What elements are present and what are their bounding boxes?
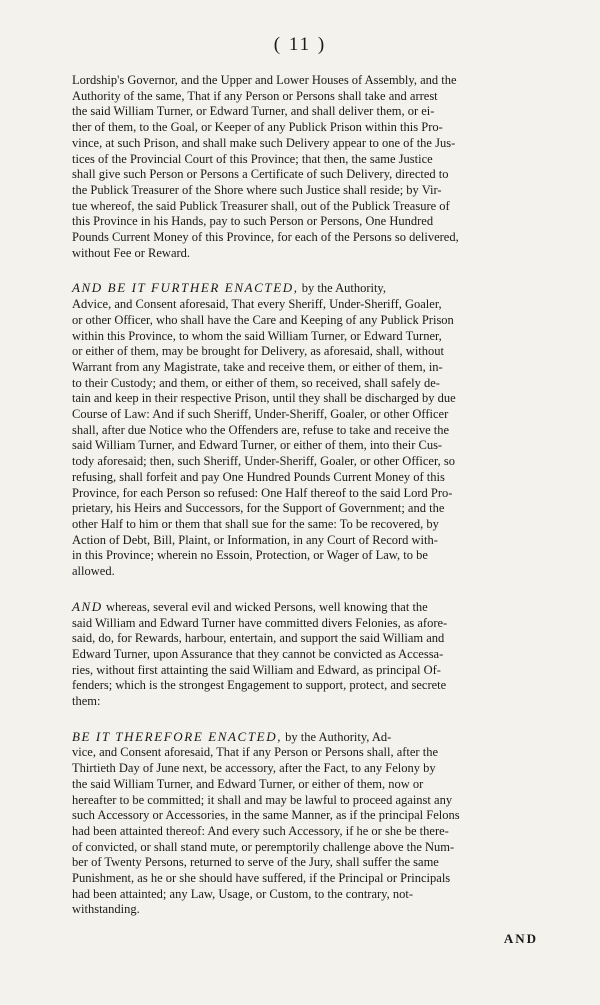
text-line: withstanding. xyxy=(72,902,140,917)
text-line: ries, without first attainting the said William and Edward, as principal Of- xyxy=(72,662,441,677)
text-line: said William and Edward Turner have committed divers Felonies, as afore- xyxy=(72,615,448,630)
text-line: prietary, his Heirs and Successors, for the Support of Government; and the xyxy=(72,501,445,516)
text-line: such Accessory or Accessories, in the same Manner, as if the principal Felons xyxy=(72,808,460,823)
text-line: them: xyxy=(72,694,101,709)
text-line: Authority of the same, That if any Person or Persons shall take and arrest xyxy=(72,88,438,103)
text-line: tain and keep in their respective Prison, until they shall be discharged by due xyxy=(72,391,456,406)
catchword: AND xyxy=(503,931,538,946)
text-line: ber of Twenty Persons, returned to serve of the Jury, shall suffer the same xyxy=(72,855,439,870)
text-line: tody aforesaid; then, such Sheriff, Under-Sheriff, Goaler, or other Officer, so xyxy=(72,454,456,469)
text-line: had been attainted; any Law, Usage, or Custom, to the contrary, not- xyxy=(72,886,413,901)
text-line: the Publick Treasurer of the Shore where such Justice shall reside; by Vir- xyxy=(72,182,442,197)
whereas-clause: AND xyxy=(72,598,103,614)
text-line: shall give such Person or Persons a Certificate of such Delivery, directed to xyxy=(72,167,449,182)
enacting-clause: BE IT THEREFORE ENACTED, xyxy=(72,728,283,744)
text-line: vice, and Consent aforesaid, That if any Person or Persons shall, after the xyxy=(72,745,438,760)
text-line: said, do, for Rewards, harbour, entertain, and support the said William and xyxy=(72,631,445,646)
text-line: ther of them, to the Goal, or Keeper of any Publick Prison within this Pro- xyxy=(72,120,443,135)
text-line: within this Province, to whom the said William Turner, or Edward Turner, xyxy=(72,328,442,343)
text-line: fenders; which is the strongest Engagement to support, protect, and secrete xyxy=(72,678,447,693)
text-line: Edward Turner, upon Assurance that they cannot be convicted as Accessa- xyxy=(72,646,444,661)
paragraph-2 xyxy=(72,280,550,579)
text-line: Pounds Current Money of this Province, for each of the Persons so delivered, xyxy=(72,230,459,245)
paragraph-1 xyxy=(72,73,550,261)
paragraph-3 xyxy=(72,599,550,710)
text-line-lead xyxy=(72,599,550,616)
text-line: Action of Debt, Bill, Plaint, or Information, in any Court of Record with- xyxy=(72,532,438,547)
text-line: refusing, shall forfeit and pay One Hundred Pounds Current Money of this xyxy=(72,469,445,484)
page-number: ( 11 ) xyxy=(273,34,327,55)
text-line: of convicted, or shall stand mute, or peremptorily challenge above the Num- xyxy=(72,839,455,854)
text-line: to their Custody; and them, or either of them, so received, shall safely de- xyxy=(72,375,440,390)
text-line: the said William Turner, and Edward Turner, or either of them, now or xyxy=(72,776,424,791)
text-line: or either of them, may be brought for Delivery, as aforesaid, shall, without xyxy=(72,344,444,359)
text-line: shall, after due Notice who the Offenders are, refuse to take and receive the xyxy=(72,422,450,437)
text-line: had been attainted thereof: And every such Accessory, if he or she be there- xyxy=(72,823,449,838)
text-line: allowed. xyxy=(72,564,115,579)
text-line: by the Authority, xyxy=(301,281,386,296)
text-line: hereafter to be committed; it shall and may be lawful to proceed against any xyxy=(72,792,453,807)
text-line: this Province in his Hands, pay to such Person or Persons, One Hundred xyxy=(72,214,434,229)
text-line: without Fee or Reward. xyxy=(72,245,191,260)
text-line: tue whereof, the said Publick Treasurer shall, out of the Publick Treasure of xyxy=(72,198,450,213)
text-line: or other Officer, who shall have the Care and Keeping of any Publick Prison xyxy=(72,312,454,327)
text-line: Course of Law: And if such Sheriff, Under-Sheriff, Goaler, or other Officer xyxy=(72,407,449,422)
text-line: tices of the Provincial Court of this Province; that then, the same Justice xyxy=(72,151,433,166)
text-line: Advice, and Consent aforesaid, That every Sheriff, Under-Sheriff, Goaler, xyxy=(72,297,442,312)
text-line: Thirtieth Day of June next, be accessory, after the Fact, to any Felony by xyxy=(72,761,436,776)
text-line: other Half to him or them that shall sue for the same: To be recovered, by xyxy=(72,516,439,531)
text-line-lead xyxy=(72,729,550,746)
text-line: in this Province; wherein no Essoin, Protection, or Wager of Law, to be xyxy=(72,548,428,563)
text-line: whereas, several evil and wicked Persons, well knowing that the xyxy=(105,599,428,614)
body-text xyxy=(72,73,550,937)
enacting-clause: AND BE IT FURTHER ENACTED, xyxy=(72,280,299,296)
text-line: the said William Turner, or Edward Turner, and shall deliver them, or ei- xyxy=(72,104,435,119)
text-line-lead xyxy=(72,280,550,297)
text-line: Province, for each Person so refused: One Half thereof to the said Lord Pro- xyxy=(72,485,453,500)
text-line: Lordship's Governor, and the Upper and Lower Houses of Assembly, and the xyxy=(72,73,457,87)
paragraph-4 xyxy=(72,729,550,918)
text-line: Warrant from any Magistrate, take and receive them, or either of them, in- xyxy=(72,359,443,374)
text-line: said William Turner, and Edward Turner, or either of them, into their Cus- xyxy=(72,438,443,453)
text-line: vince, at such Prison, and shall make such Delivery appear to one of the Jus- xyxy=(72,135,456,150)
text-line: Punishment, as he or she should have suffered, if the Principal or Principals xyxy=(72,871,451,886)
text-line: by the Authority, Ad- xyxy=(285,729,392,744)
